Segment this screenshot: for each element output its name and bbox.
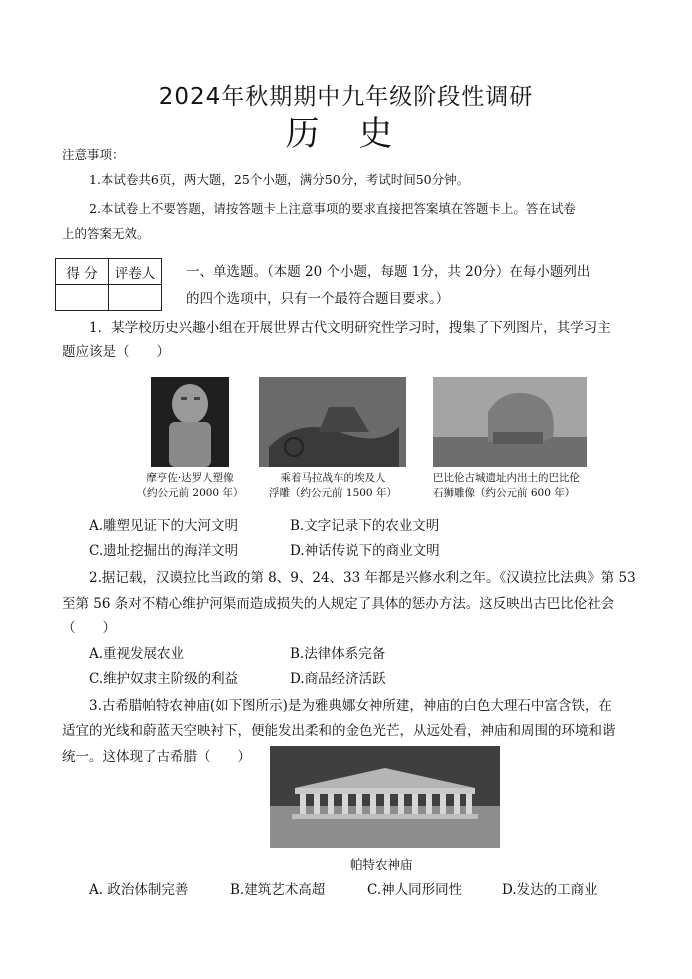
score-header: 得 分: [56, 259, 109, 285]
image-caption: 摩亨佐·达罗人塑像 （约公元前 2000 年）: [136, 472, 244, 499]
image-caption: 巴比伦古城遗址内出土的巴比伦 石狮雕像（约公元前 600 年）: [433, 472, 580, 499]
score-cell: [56, 285, 109, 311]
option: D.商品经济活跃: [290, 671, 386, 687]
question-3-stem-cont: 适宜的光线和蔚蓝天空映衬下，便能发出柔和的金色光芒，从远处看，神庙和周围的环境和谐: [62, 723, 616, 739]
section-heading-cont: 的四个选项中，只有一个最符合题目要求。）: [186, 291, 450, 307]
option: C.遗址挖掘出的海洋文明: [89, 543, 239, 559]
question-3-stem: 3.古希腊帕特农神庙(如下图所示)是为雅典娜女神所建，神庙的白色大理石中富含铁，在: [89, 698, 612, 714]
question-2-stem-cont: 至第 56 条对不精心维护河渠而造成损失的人规定了具体的惩办方法。这反映出古巴比伦社会: [62, 596, 615, 612]
option: A. 政治体制完善: [89, 882, 189, 898]
image-caption: 乘着马拉战车的埃及人 浮雕（约公元前 1500 年）: [269, 472, 397, 499]
option: D.发达的工商业: [502, 882, 598, 898]
note-item: 1.本试卷共6页，两大题，25个小题，满分50分，考试时间50分钟。: [89, 172, 470, 187]
option: B.建筑艺术高超: [230, 882, 326, 898]
option: A.重视发展农业: [89, 646, 185, 662]
question-2-stem-cont: （ ）: [62, 620, 116, 636]
note-item: 2.本试卷上不要答题，请按答题卡上注意事项的要求直接把答案填在答题卡上。答在试卷: [89, 201, 576, 216]
question-1-stem: 1．某学校历史兴趣小组在开展世界古代文明研究性学习时，搜集了下列图片，其学习主: [89, 320, 611, 336]
notes-heading: 注意事项：: [62, 147, 125, 162]
option: B.法律体系完备: [290, 646, 386, 662]
option: B.文字记录下的农业文明: [290, 518, 440, 534]
parthenon-caption: 帕特农神庙: [350, 857, 413, 872]
parthenon-photo: [270, 746, 500, 848]
option: A.雕塑见证下的大河文明: [89, 518, 239, 534]
question-2-stem: 2.据记载，汉谟拉比当政的第 8、9、24、33 年都是兴修水利之年。《汉谟拉比法典》第 53: [89, 570, 636, 586]
section-heading: 一、单选题。（本题 20 个小题，每题 1分，共 20分）在每小题列出: [186, 264, 591, 280]
grader-cell: [109, 285, 162, 311]
question-1-stem-cont: 题应该是（ ）: [62, 344, 170, 360]
statue-photo: [151, 377, 229, 467]
babylon-lion-photo: [433, 377, 587, 467]
grader-header: 评卷人: [109, 259, 162, 285]
chariot-relief-photo: [259, 377, 406, 467]
option: C.神人同形同性: [367, 882, 463, 898]
note-item: 上的答案无效。: [62, 226, 150, 241]
subject-title: 历 史: [285, 114, 407, 154]
option: D.神话传说下的商业文明: [290, 543, 440, 559]
exam-title: 2024年秋期期中九年级阶段性调研: [158, 84, 534, 110]
question-3-stem-cont: 统一。这体现了古希腊（ ）: [62, 749, 251, 765]
score-table: [55, 258, 162, 311]
option: C.维护奴隶主阶级的利益: [89, 671, 239, 687]
